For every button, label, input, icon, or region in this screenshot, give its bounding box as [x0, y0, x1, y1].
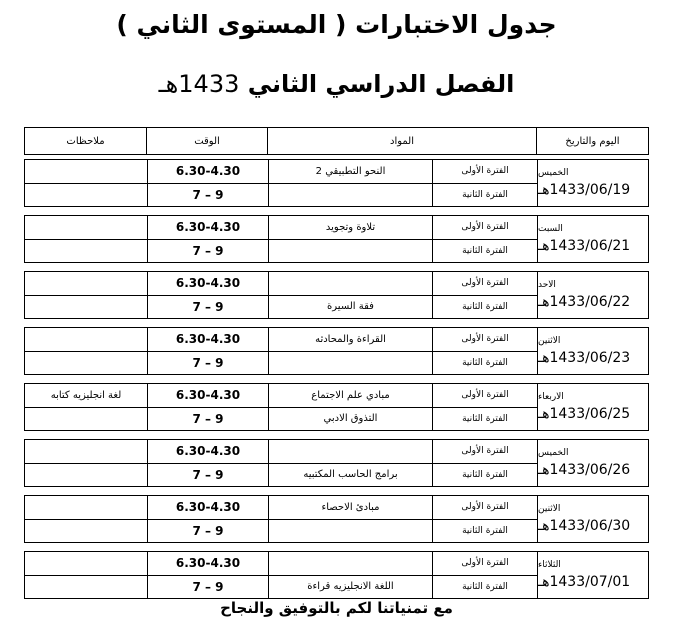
time-value: 6.30-4.30 — [175, 220, 241, 235]
time-value: 6.30-4.30 — [175, 332, 241, 347]
note-row — [25, 440, 147, 463]
semester-title — [0, 70, 673, 98]
period-row — [269, 496, 537, 519]
note-value — [25, 464, 147, 487]
table-row — [24, 495, 649, 543]
exam-date: 1433/06/21هـ — [538, 237, 631, 254]
exam-date: 1433/06/26هـ — [538, 461, 631, 478]
note-value — [25, 496, 147, 519]
subjects-cell — [268, 496, 537, 542]
time-row — [148, 239, 268, 263]
notes-cell — [25, 216, 147, 262]
period-label: الفترة الأولى — [432, 328, 537, 351]
time-value: 7 – 9 — [192, 579, 224, 594]
note-value — [25, 440, 147, 463]
table-row — [24, 215, 649, 263]
subject-name: مبادي علم الاجتماع — [311, 389, 390, 401]
period-label: الفترة الثانية — [432, 576, 537, 599]
day-cell — [537, 496, 648, 542]
period-row — [269, 440, 537, 463]
semester-label: الفصل الدراسي الثاني — [247, 70, 515, 98]
notes-cell — [25, 496, 147, 542]
table-body — [24, 159, 649, 599]
note-row — [25, 295, 147, 319]
footer-wish: مع تمنياتنا لكم بالتوفيق والنجاح — [220, 599, 453, 617]
semester-year: 1433هـ — [158, 70, 240, 98]
day-cell — [537, 552, 648, 598]
period-row — [269, 351, 537, 375]
exam-date: 1433/06/23هـ — [538, 349, 631, 366]
note-row — [25, 328, 147, 351]
period-label: الفترة الأولى — [432, 552, 537, 575]
time-value: 7 – 9 — [192, 523, 224, 538]
subjects-cell — [268, 552, 537, 598]
day-cell — [537, 384, 648, 430]
subject-name: التذوق الادبي — [323, 413, 378, 425]
period-label: الفترة الثانية — [432, 240, 537, 263]
time-value: 7 – 9 — [192, 243, 224, 258]
time-row — [148, 351, 268, 375]
time-value: 6.30-4.30 — [175, 444, 241, 459]
day-name: الثلاثاء — [538, 559, 561, 570]
subject-name: اللغة الانجليزيه قراءة — [307, 581, 394, 593]
subjects-cell — [268, 160, 537, 206]
note-value: لغة انجليزيه كتابه — [50, 389, 122, 401]
time-cell — [147, 384, 268, 430]
time-row — [148, 295, 268, 319]
notes-cell — [25, 552, 147, 598]
day-name: السبت — [538, 223, 563, 234]
time-cell — [147, 552, 268, 598]
note-row — [25, 160, 147, 183]
notes-cell — [25, 272, 147, 318]
header-notes: ملاحظات — [66, 135, 105, 147]
subject-name — [269, 520, 432, 543]
day-cell — [537, 328, 648, 374]
time-row — [148, 552, 268, 575]
subject-name: فقة السيرة — [327, 301, 374, 313]
time-row — [148, 519, 268, 543]
note-value — [25, 520, 147, 543]
period-label: الفترة الأولى — [432, 384, 537, 407]
period-label: الفترة الأولى — [432, 160, 537, 183]
notes-cell — [25, 328, 147, 374]
day-name: الخميس — [538, 167, 569, 178]
time-row — [148, 183, 268, 207]
time-value: 7 – 9 — [192, 187, 224, 202]
period-label: الفترة الثانية — [432, 520, 537, 543]
exam-date: 1433/06/19هـ — [538, 181, 631, 198]
subjects-cell — [268, 384, 537, 430]
day-name: الاثنين — [538, 503, 561, 514]
period-label: الفترة الأولى — [432, 272, 537, 295]
note-row — [25, 216, 147, 239]
notes-cell — [25, 440, 147, 486]
day-name: الاثنين — [538, 335, 561, 346]
period-row — [269, 519, 537, 543]
period-label: الفترة الثانية — [432, 352, 537, 375]
note-row — [25, 463, 147, 487]
period-row — [269, 216, 537, 239]
period-row — [269, 407, 537, 431]
note-value — [25, 296, 147, 319]
time-row — [148, 272, 268, 295]
time-value: 7 – 9 — [192, 355, 224, 370]
notes-cell — [25, 384, 147, 430]
time-cell — [147, 272, 268, 318]
note-value — [25, 408, 147, 431]
subject-name: تلاوة وتجويد — [325, 221, 376, 233]
day-cell — [537, 160, 648, 206]
note-value — [25, 328, 147, 351]
day-cell — [537, 440, 648, 486]
note-row — [25, 272, 147, 295]
period-row — [269, 183, 537, 207]
note-row — [25, 351, 147, 375]
day-name: الخميس — [538, 447, 569, 458]
subject-name — [269, 552, 432, 575]
header-time: الوقت — [146, 128, 267, 154]
note-row — [25, 552, 147, 575]
time-row — [148, 575, 268, 599]
period-label: الفترة الثانية — [432, 184, 537, 207]
period-row — [269, 552, 537, 575]
period-label: الفترة الثانية — [432, 296, 537, 319]
time-row — [148, 463, 268, 487]
time-row — [148, 328, 268, 351]
note-row — [25, 496, 147, 519]
note-row — [25, 239, 147, 263]
period-label: الفترة الأولى — [432, 216, 537, 239]
exam-schedule-table — [24, 127, 649, 607]
note-value — [25, 184, 147, 207]
page-title: جدول الاختبارات ( المستوى الثاني ) — [116, 10, 557, 39]
note-value — [25, 576, 147, 599]
period-row — [269, 384, 537, 407]
period-row — [269, 239, 537, 263]
subject-name: برامج الحاسب المكتبيه — [303, 469, 398, 481]
subject-name — [269, 440, 432, 463]
time-value: 6.30-4.30 — [175, 276, 241, 291]
time-row — [148, 440, 268, 463]
period-row — [269, 160, 537, 183]
note-row — [25, 519, 147, 543]
time-value: 6.30-4.30 — [175, 164, 241, 179]
subject-name — [269, 240, 432, 263]
period-row — [269, 295, 537, 319]
period-row — [269, 575, 537, 599]
subject-name — [269, 272, 432, 295]
time-value: 7 – 9 — [192, 467, 224, 482]
time-cell — [147, 328, 268, 374]
notes-cell — [25, 160, 147, 206]
time-value: 7 – 9 — [192, 299, 224, 314]
subjects-cell — [268, 440, 537, 486]
period-label: الفترة الأولى — [432, 440, 537, 463]
subject-name: مبادئ الاحصاء — [321, 501, 380, 513]
note-value — [25, 272, 147, 295]
exam-date: 1433/06/30هـ — [538, 517, 631, 534]
time-cell — [147, 216, 268, 262]
time-value: 7 – 9 — [192, 411, 224, 426]
exam-date: 1433/06/22هـ — [538, 293, 631, 310]
period-row — [269, 328, 537, 351]
time-value: 6.30-4.30 — [175, 556, 241, 571]
table-row — [24, 271, 649, 319]
time-value: 6.30-4.30 — [175, 500, 241, 515]
time-cell — [147, 496, 268, 542]
note-value — [25, 216, 147, 239]
table-header — [24, 127, 649, 155]
time-cell — [147, 160, 268, 206]
exam-date: 1433/06/25هـ — [538, 405, 631, 422]
time-row — [148, 384, 268, 407]
time-cell — [147, 440, 268, 486]
table-row — [24, 383, 649, 431]
time-row — [148, 407, 268, 431]
day-cell — [537, 272, 648, 318]
exam-date: 1433/07/01هـ — [538, 573, 631, 590]
note-value — [25, 352, 147, 375]
table-row — [24, 159, 649, 207]
period-label: الفترة الثانية — [432, 464, 537, 487]
subjects-cell — [268, 328, 537, 374]
note-row — [25, 183, 147, 207]
day-cell — [537, 216, 648, 262]
period-row — [269, 272, 537, 295]
time-value: 6.30-4.30 — [175, 388, 241, 403]
period-label: الفترة الأولى — [432, 496, 537, 519]
subject-name — [269, 352, 432, 375]
subject-name — [269, 184, 432, 207]
note-row — [25, 407, 147, 431]
note-row — [25, 384, 147, 407]
time-row — [148, 216, 268, 239]
note-value — [25, 240, 147, 263]
subject-name: النحو التطبيقي 2 — [315, 165, 386, 177]
table-row — [24, 551, 649, 599]
time-row — [148, 496, 268, 519]
subjects-cell — [268, 216, 537, 262]
subjects-cell — [268, 272, 537, 318]
note-value — [25, 552, 147, 575]
period-label: الفترة الثانية — [432, 408, 537, 431]
day-name: الاربعاء — [538, 391, 564, 402]
day-name: الاحد — [538, 279, 556, 290]
note-value — [25, 160, 147, 183]
subject-name: القراءة والمحادثه — [315, 333, 386, 345]
period-row — [269, 463, 537, 487]
note-row — [25, 575, 147, 599]
table-row — [24, 327, 649, 375]
time-row — [148, 160, 268, 183]
table-row — [24, 439, 649, 487]
header-day: اليوم والتاريخ — [536, 128, 648, 154]
header-subjects: المواد — [267, 128, 536, 154]
